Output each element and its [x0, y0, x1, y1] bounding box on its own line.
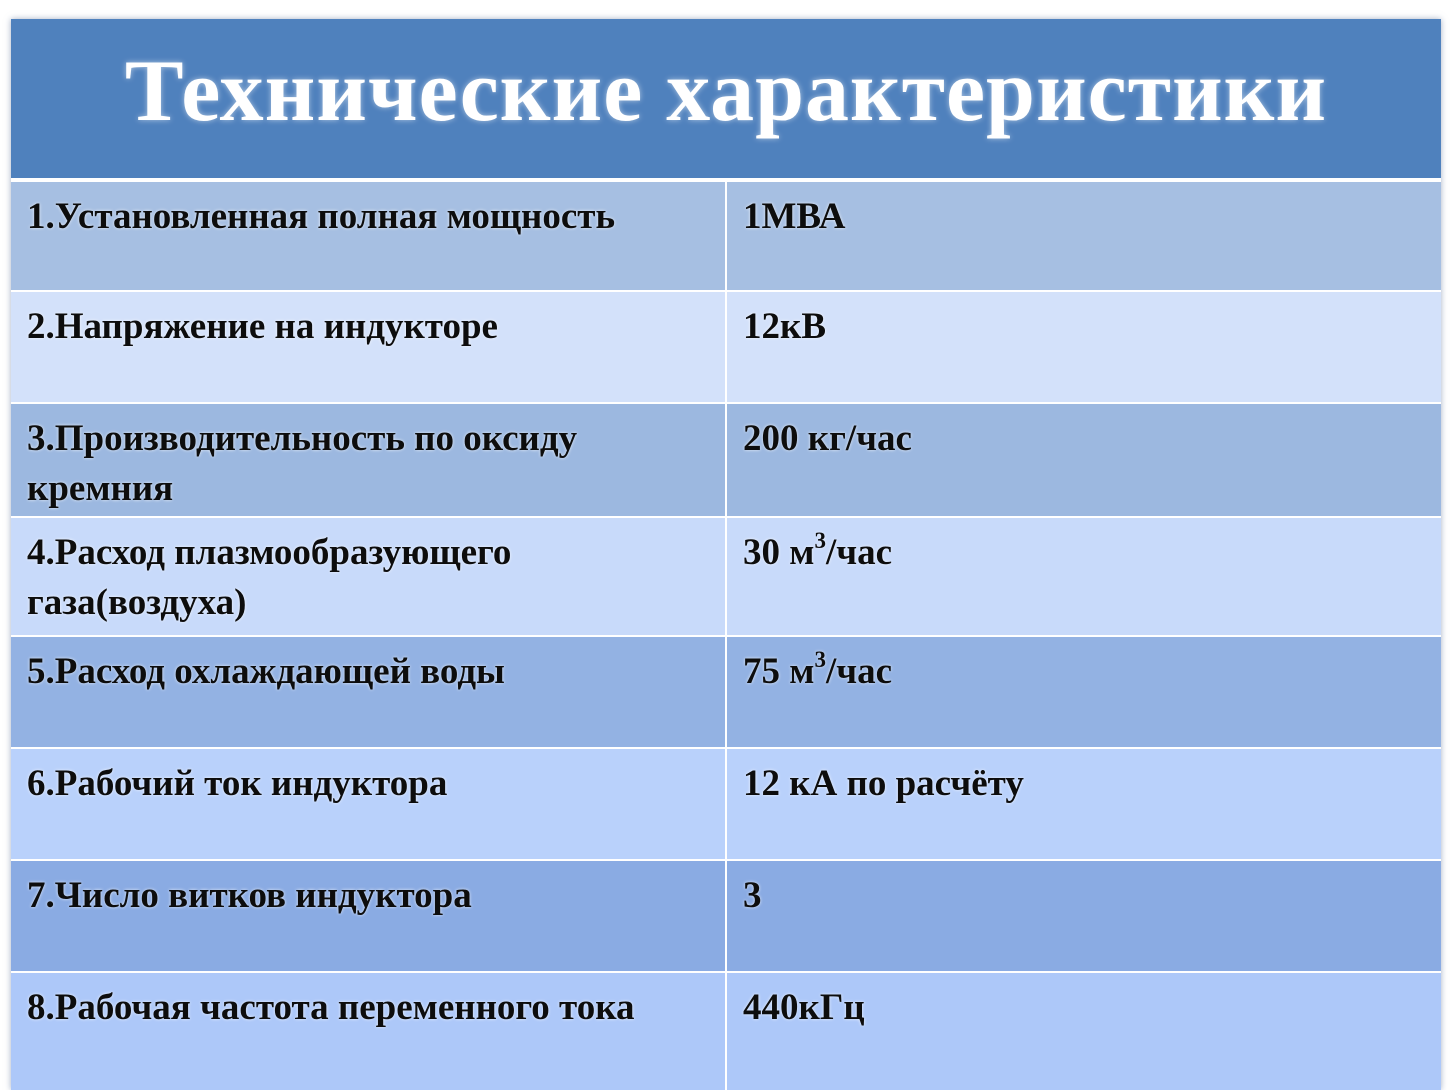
table-row: [11, 517, 1441, 636]
spec-value: [726, 636, 1441, 748]
spec-value: 12кВ: [726, 291, 1441, 403]
spec-label: 5.Расход охлаждающей воды: [11, 636, 726, 748]
spec-value: 3: [726, 860, 1441, 972]
spec-value: 12 кА по расчёту: [726, 748, 1441, 860]
table-row: [11, 972, 1441, 1090]
spec-value: 440кГц: [743, 987, 865, 1028]
table-row: [11, 636, 1441, 748]
table-header-row: [11, 19, 1441, 180]
spec-label: 6.Рабочий ток индуктора: [11, 748, 726, 860]
table-row: [11, 748, 1441, 860]
spec-label: 3.Производительность по оксиду кремния: [11, 403, 726, 517]
value-tail: /час: [825, 532, 893, 573]
value-tail: /час: [825, 651, 893, 692]
specs-table: [11, 19, 1441, 1090]
page-title: Технические характеристики: [11, 19, 1441, 180]
spec-label: 4.Расход плазмообразующего газа(воздуха): [11, 517, 726, 636]
value-main: 75 м: [743, 651, 815, 692]
table-row: [11, 403, 1441, 517]
table-row: [11, 291, 1441, 403]
spec-label: 1.Установленная полная мощность: [11, 180, 726, 291]
table-row: [11, 860, 1441, 972]
value-superscript: 3: [814, 647, 826, 672]
value-main: 30 м: [743, 532, 815, 573]
spec-label: 2.Напряжение на индукторе: [11, 291, 726, 403]
spec-label: 7.Число витков индуктора: [11, 860, 726, 972]
spec-value: [726, 517, 1441, 636]
value-superscript: 3: [814, 528, 826, 553]
table-row: [11, 180, 1441, 291]
spec-label: 8.Рабочая частота переменного тока: [11, 972, 726, 1090]
spec-value: 200 кг/час: [726, 403, 1441, 517]
spec-value: 1МВА: [726, 180, 1441, 291]
